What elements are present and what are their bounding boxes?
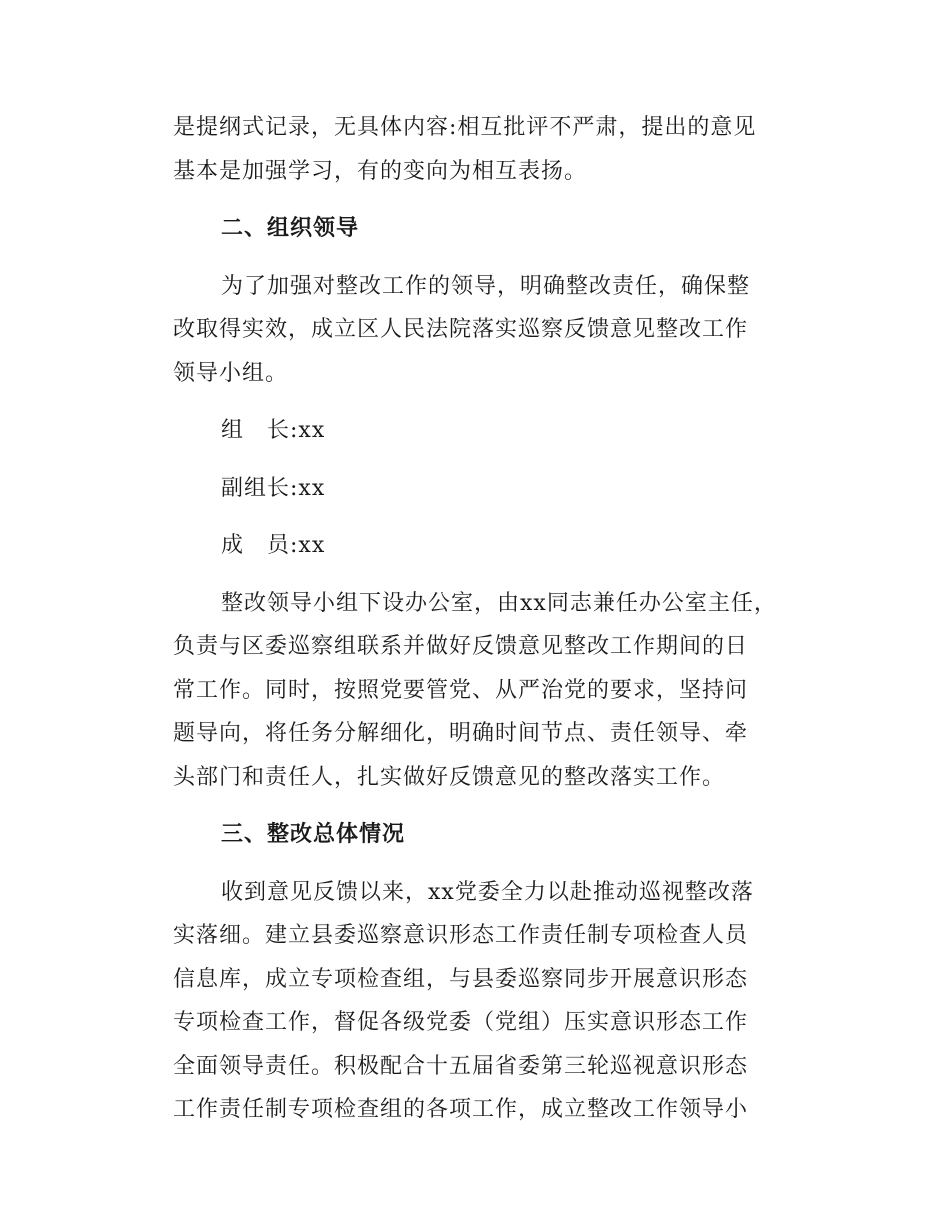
paragraph-leadership <box>173 265 813 396</box>
document-page <box>173 106 813 1146</box>
text-line: 题导向，将任务分解细化，明确时间节点、责任领导、牵 <box>173 721 749 746</box>
paragraph-criticism <box>173 106 813 193</box>
text-line: 领导小组。 <box>173 360 289 386</box>
text-line: 头部门和责任人，扎实做好反馈意见的整改落实工作。 <box>173 764 726 790</box>
member-deputy-leader: 副组长:xx <box>221 475 326 501</box>
text-line: 实落细。建立县委巡察意识形态工作责任制专项检查人员 <box>173 923 749 948</box>
text-line: 全面领导责任。积极配合十五届省委第三轮巡视意识形态 <box>173 1053 749 1079</box>
text-line: 基本是加强学习，有的变向为相互表扬。 <box>173 158 588 184</box>
text-line: 为了加强对整改工作的领导，明确整改责任，确保整 <box>221 273 751 299</box>
paragraph-overall <box>173 871 813 1132</box>
text-line: 负责与区委巡察组联系并做好反馈意见整改工作期间的日 <box>173 634 749 659</box>
text-line: 收到意见反馈以来，xx党委全力以赴推动巡视整改落 <box>221 879 754 905</box>
text-line: 改取得实效，成立区人民法院落实巡察反馈意见整改工作 <box>173 317 749 342</box>
text-line: 专项检查工作，督促各级党委（党组）压实意识形态工作 <box>173 1010 749 1035</box>
member-leader: 组 长:xx <box>221 418 326 443</box>
paragraph-office <box>173 582 813 800</box>
text-line: 是提纲式记录，无具体内容:相互批评不严肃，提出的意见 <box>173 115 757 140</box>
text-line: 整改领导小组下设办公室，由xx同志兼任办公室主任， <box>221 590 777 616</box>
section-heading-organization: 二、组织领导 <box>221 216 360 241</box>
member-members: 成 员:xx <box>221 533 326 558</box>
text-line: 工作责任制专项检查组的各项工作，成立整改工作领导小 <box>173 1097 749 1122</box>
text-line: 信息库，成立专项检查组，与县委巡察同步开展意识形态 <box>173 966 749 992</box>
text-line: 常工作。同时，按照党要管党、从严治党的要求，坚持问 <box>173 677 749 703</box>
section-heading-overall: 三、整改总体情况 <box>221 822 406 847</box>
